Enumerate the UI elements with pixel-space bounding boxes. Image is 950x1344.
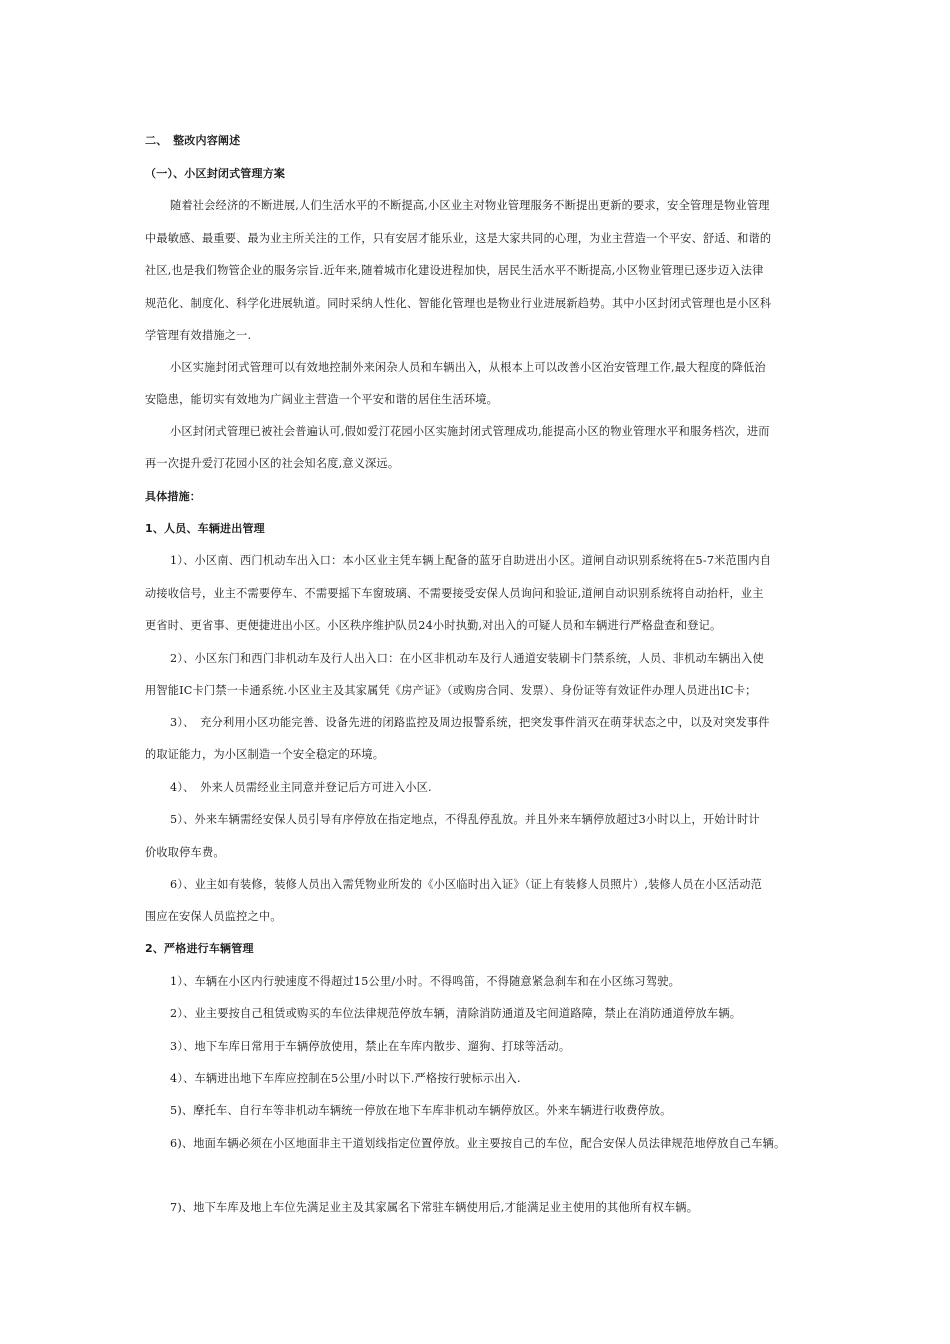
s2-item: 7)、地下车库及地上车位先满足业主及其家属名下常驻车辆使用后,才能满足业主使用的其他所有权车辆。 (170, 1201, 699, 1214)
section-1-title: （一）、小区封闭式管理方案 (145, 167, 286, 180)
s1-item5-line: 5）、外来车辆需经安保人员引导有序停放在指定地点，不得乱停乱放。并且外来车辆停放超过3小时以上，开始计时计 (170, 813, 760, 826)
s1-item5-line: 价收取停车费。 (145, 846, 225, 859)
para1-line: 学管理有效措施之一. (145, 329, 252, 342)
measures-title: 具体措施： (145, 490, 201, 503)
para3-line: 再一次提升爱汀花园小区的社会知名度,意义深远。 (145, 457, 400, 470)
para1-line: 社区,也是我们物管企业的服务宗旨.近年来,随着城市化建设进程加快，居民生活水平不断提高,小区物业管理已逐步迈入法律 (145, 264, 764, 277)
s1-item2-line: 2）、小区东门和西门非机动车及行人出入口：在小区非机动车及行人通道安装刷卡门禁系统，人员、非机动车辆出入使 (170, 652, 764, 665)
s1-item3-line: 的取证能力，为小区制造一个安全稳定的环境。 (145, 748, 385, 761)
s1-item1-line: 更省时、更省事、更便捷进出小区。小区秩序维护队员24小时执勤,对出入的可疑人员和车辆进行严格盘查和登记。 (145, 619, 722, 632)
s1-item1-line: 动接收信号，业主不需要停车、不需要摇下车窗玻璃、不需要接受安保人员询问和验证,道闸自动识别系统将自动抬杆，业主 (145, 587, 764, 600)
para1-line: 中最敏感、最重要、最为业主所关注的工作，只有安居才能乐业，这是大家共同的心理，为业主营造一个平安、舒适、和谐的 (145, 232, 772, 245)
s1-item2-line: 用智能IC卡门禁一卡通系统.小区业主及其家属凭《房产证》（或购房合同、发票）、身份证等有效证件办理人员进出IC卡； (145, 684, 757, 697)
s1-item1-line: 1）、小区南、西门机动车出入口：本小区业主凭车辆上配备的蓝牙自助进出小区。道闸自动识别系统将在5-7米范围内自 (170, 554, 772, 567)
para3-line: 小区封闭式管理已被社会普遍认可,假如爱汀花园小区实施封闭式管理成功,能提高小区的物业管理水平和服务档次，进而 (170, 425, 770, 438)
para1-line: 随着社会经济的不断进展,人们生活水平的不断提高,小区业主对物业管理服务不断提出更新的要求，安全管理是物业管理 (170, 199, 770, 212)
s2-item: 2）、业主要按自己租赁或购买的车位法律规范停放车辆，清除消防通道及宅间道路障，禁止在消防通道停放车辆。 (170, 1007, 742, 1020)
s2-item: 1）、车辆在小区内行驶速度不得超过15公里/小时。不得鸣笛，不得随意紧急刹车和在小区练习驾驶。 (170, 975, 680, 988)
para2-line: 安隐患，能切实有效地为广阔业主营造一个平安和谐的居住生活环境。 (145, 393, 499, 406)
heading-2: 二、 整改内容阐述 (145, 134, 241, 147)
s2-item: 4）、车辆进出地下车库应控制在5公里/小时以下.严格按行驶标示出入. (170, 1072, 521, 1085)
s1-item4-line: 4）、 外来人员需经业主同意并登记后方可进入小区. (170, 781, 432, 794)
s1-item3-line: 3）、 充分利用小区功能完善、设备先进的闭路监控及周边报警系统，把突发事件消灭在萌芽状态之中，以及对突发事件 (170, 716, 770, 729)
s2-item: 5)、摩托车、自行车等非机动车辆统一停放在地下车库非机动车辆停放区。外来车辆进行收费停放。 (170, 1104, 672, 1117)
subsection-2-title: 2、严格进行车辆管理 (145, 942, 254, 955)
s1-item6-line: 6）、业主如有装修，装修人员出入需凭物业所发的《小区临时出入证》（证上有装修人员照片）,装修人员在小区活动范 (170, 878, 763, 891)
s1-item6-line: 围应在安保人员监控之中。 (145, 910, 282, 923)
subsection-1-title: 1、人员、车辆进出管理 (145, 522, 265, 535)
para2-line: 小区实施封闭式管理可以有效地控制外来闲杂人员和车辆出入，从根本上可以改善小区治安管理工作,最大程度的降低治 (170, 361, 766, 374)
para1-line: 规范化、制度化、科学化进展轨道。同时采纳人性化、智能化管理也是物业行业进展新趋势。其中小区封闭式管理也是小区科 (145, 297, 772, 310)
s2-item: 3）、地下车库日常用于车辆停放使用，禁止在车库内散步、遛狗、打球等活动。 (170, 1040, 571, 1053)
s2-item: 6)、地面车辆必须在小区地面非主干道划线指定位置停放。业主要按自己的车位，配合安保人员法律规范地停放自己车辆。 (170, 1137, 786, 1150)
